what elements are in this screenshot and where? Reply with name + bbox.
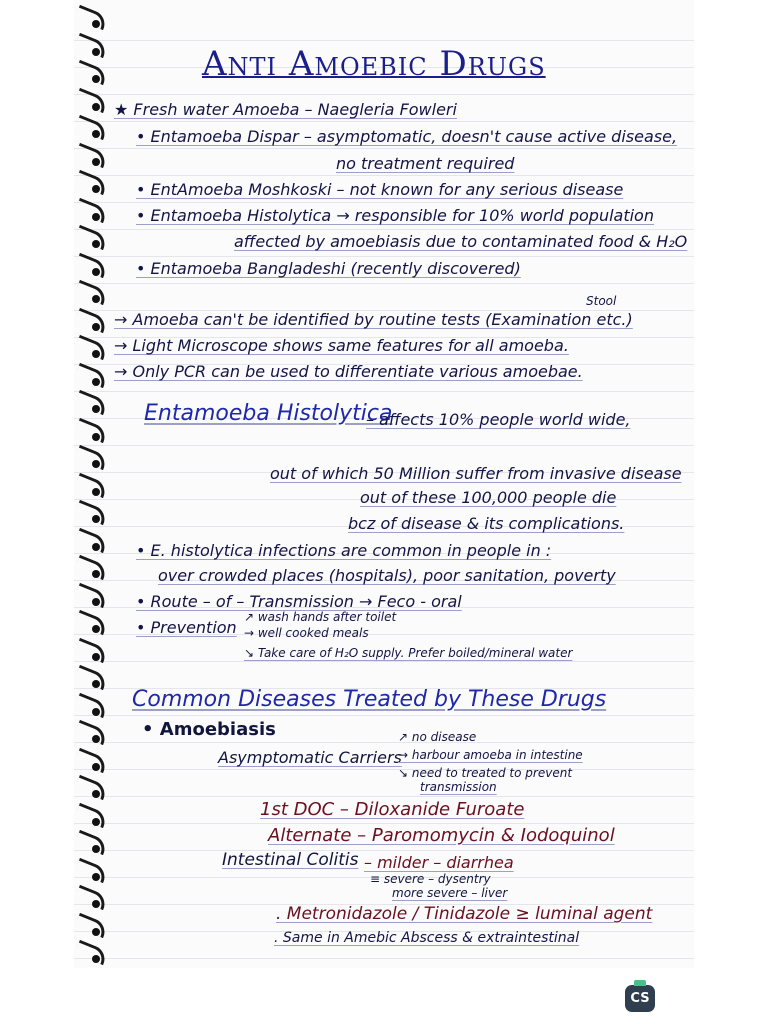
note-line: Asymptomatic Carriers bbox=[218, 748, 402, 767]
note-line: affected by amoebiasis due to contaminated food & H₂O bbox=[234, 232, 688, 251]
spiral-coil bbox=[74, 775, 108, 801]
note-line: ↘ need to treated to prevent bbox=[398, 766, 573, 780]
note-line: → well cooked meals bbox=[244, 626, 369, 640]
binding-hole bbox=[92, 900, 100, 908]
spiral-coil bbox=[74, 115, 108, 141]
disease-name: • Amoebiasis bbox=[142, 719, 276, 740]
binding-hole bbox=[92, 488, 100, 496]
binding-hole bbox=[92, 735, 100, 743]
binding-hole bbox=[92, 845, 100, 853]
binding-hole bbox=[92, 955, 100, 963]
drug-line: . Metronidazole / Tinidazole ≥ luminal agent bbox=[276, 904, 653, 924]
spiral-coil bbox=[74, 940, 108, 966]
binding-hole bbox=[92, 103, 100, 111]
binding-hole bbox=[92, 708, 100, 716]
binding-hole bbox=[92, 240, 100, 248]
binding-hole bbox=[92, 213, 100, 221]
binding-hole bbox=[92, 570, 100, 578]
binding-hole bbox=[92, 378, 100, 386]
badge-text: CS bbox=[630, 991, 650, 1006]
note-line: ≡ severe – dysentry bbox=[370, 872, 491, 886]
note-line: bcz of disease & its complications. bbox=[348, 514, 625, 533]
note-line: → Only PCR can be used to differentiate various amoebae. bbox=[114, 362, 583, 381]
note-line: • Entamoeba Histolytica → responsible for 10% world population bbox=[136, 206, 654, 225]
binding-hole bbox=[92, 433, 100, 441]
drug-line: 1st DOC – Diloxanide Furoate bbox=[260, 799, 525, 820]
spiral-coil bbox=[74, 445, 108, 471]
note-line: out of these 100,000 people die bbox=[360, 488, 617, 507]
binding-hole bbox=[92, 460, 100, 468]
binding-hole bbox=[92, 268, 100, 276]
binding-hole bbox=[92, 818, 100, 826]
spiral-coil bbox=[74, 60, 108, 86]
section-heading: Entamoeba Histolytica bbox=[144, 401, 393, 426]
camscanner-badge bbox=[625, 985, 655, 1012]
spiral-coil bbox=[74, 665, 108, 691]
note-line: Intestinal Colitis bbox=[222, 850, 359, 870]
note-line: over crowded places (hospitals), poor sanitation, poverty bbox=[158, 566, 616, 585]
spiral-coil bbox=[74, 390, 108, 416]
binding-hole bbox=[92, 763, 100, 771]
note-line: . Same in Amebic Abscess & extraintestinal bbox=[274, 930, 580, 946]
note-line: • Entamoeba Bangladeshi (recently discovered) bbox=[136, 259, 521, 278]
binding-hole bbox=[92, 158, 100, 166]
binding-hole bbox=[92, 928, 100, 936]
binding-hole bbox=[92, 130, 100, 138]
binding-hole bbox=[92, 295, 100, 303]
spiral-coil bbox=[74, 720, 108, 746]
note-line: – milder – diarrhea bbox=[364, 853, 514, 872]
binding-hole bbox=[92, 185, 100, 193]
note-line: ↗ wash hands after toilet bbox=[244, 610, 397, 624]
note-line: → Light Microscope shows same features for all amoeba. bbox=[114, 336, 569, 355]
spiral-coil bbox=[74, 335, 108, 361]
note-line: transmission bbox=[420, 780, 497, 794]
drug-line: Alternate – Paromomycin & Iodoquinol bbox=[268, 825, 615, 846]
binding-hole bbox=[92, 350, 100, 358]
binding-hole bbox=[92, 598, 100, 606]
note-line: • EntAmoeba Moshkoski – not known for any serious disease bbox=[136, 180, 624, 199]
binding-hole bbox=[92, 20, 100, 28]
binding-hole bbox=[92, 515, 100, 523]
binding-hole bbox=[92, 323, 100, 331]
note-line: • Entamoeba Dispar – asymptomatic, doesn't cause active disease, bbox=[136, 127, 678, 146]
spiral-coil bbox=[74, 555, 108, 581]
section-heading: Common Diseases Treated by These Drugs bbox=[132, 687, 607, 712]
note-line: no treatment required bbox=[336, 154, 515, 173]
binding-hole bbox=[92, 48, 100, 56]
spiral-coil bbox=[74, 500, 108, 526]
binding-hole bbox=[92, 405, 100, 413]
note-line: → harbour amoeba in intestine bbox=[398, 748, 583, 762]
spiral-coil bbox=[74, 610, 108, 636]
spiral-coil bbox=[74, 885, 108, 911]
spiral-binding bbox=[74, 0, 114, 968]
binding-hole bbox=[92, 625, 100, 633]
binding-hole bbox=[92, 75, 100, 83]
spiral-coil bbox=[74, 225, 108, 251]
note-line: • Prevention bbox=[136, 618, 237, 637]
note-line: • Route – of – Transmission → Feco - oral bbox=[136, 592, 462, 611]
binding-hole bbox=[92, 680, 100, 688]
page-title: Anti Amoebic Drugs bbox=[202, 44, 546, 84]
binding-hole bbox=[92, 873, 100, 881]
binding-hole bbox=[92, 653, 100, 661]
spiral-coil bbox=[74, 830, 108, 856]
binding-hole bbox=[92, 543, 100, 551]
note-line: ↗ no disease bbox=[398, 730, 477, 744]
stool-note: Stool bbox=[586, 294, 617, 308]
note-line: out of which 50 Million suffer from invasive disease bbox=[270, 464, 682, 483]
note-line: ★ Fresh water Amoeba – Naegleria Fowleri bbox=[114, 100, 457, 119]
spiral-coil bbox=[74, 170, 108, 196]
spiral-coil bbox=[74, 5, 108, 31]
note-line: ↘ Take care of H₂O supply. Prefer boiled/mineral water bbox=[244, 646, 573, 660]
notebook-page bbox=[74, 0, 694, 968]
note-line: • E. histolytica infections are common in people in : bbox=[136, 541, 552, 560]
note-line: – affects 10% people world wide, bbox=[366, 410, 631, 429]
binding-hole bbox=[92, 790, 100, 798]
spiral-coil bbox=[74, 280, 108, 306]
note-line: more severe – liver bbox=[392, 886, 508, 900]
note-line: → Amoeba can't be identified by routine tests (Examination etc.) bbox=[114, 310, 633, 329]
